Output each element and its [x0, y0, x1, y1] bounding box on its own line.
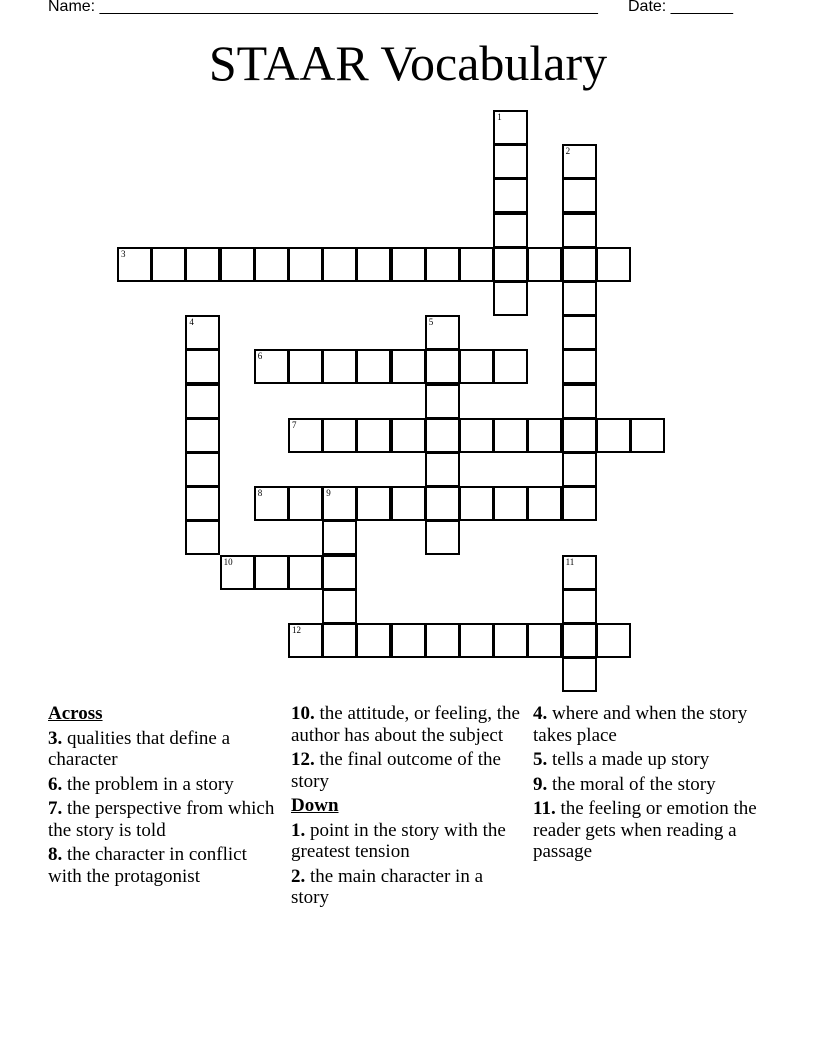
crossword-cell[interactable]	[322, 555, 357, 590]
crossword-cell[interactable]	[391, 247, 426, 282]
crossword-cell[interactable]	[391, 623, 426, 658]
crossword-cell[interactable]	[562, 452, 597, 487]
crossword-cell[interactable]	[596, 247, 631, 282]
crossword-cell[interactable]	[630, 418, 665, 453]
crossword-cell[interactable]	[425, 384, 460, 419]
crossword-cell[interactable]	[391, 486, 426, 521]
clue-number: 11	[565, 556, 575, 567]
clue-number: 12	[292, 625, 301, 635]
clue-column-1	[48, 703, 278, 890]
crossword-cell[interactable]	[527, 247, 562, 282]
clue-item: 10. the attitude, or feeling, the author has about the subject	[291, 703, 520, 746]
crossword-cell[interactable]	[356, 623, 391, 658]
crossword-cell[interactable]	[425, 452, 460, 487]
clue-number: 4	[189, 317, 194, 328]
crossword-cell[interactable]	[322, 486, 357, 521]
crossword-cell[interactable]	[459, 418, 494, 453]
clue-number: 3	[121, 248, 126, 259]
crossword-cell[interactable]	[288, 555, 323, 590]
crossword-cell[interactable]	[254, 349, 289, 384]
crossword-cell[interactable]	[425, 418, 460, 453]
across-heading: Across	[48, 703, 103, 724]
crossword-cell[interactable]	[425, 623, 460, 658]
crossword-cell[interactable]	[562, 589, 597, 624]
clue-item: 12. the final outcome of the story	[291, 749, 501, 792]
crossword-cell[interactable]	[562, 281, 597, 316]
crossword-cell[interactable]	[493, 178, 528, 213]
crossword-cell[interactable]	[185, 349, 220, 384]
clue-number: 5	[428, 317, 434, 328]
clue-item: 3. qualities that define a character	[48, 727, 231, 770]
crossword-cell[interactable]	[391, 418, 426, 453]
crossword-cell[interactable]	[117, 247, 152, 282]
crossword-cell[interactable]	[322, 520, 357, 555]
crossword-cell[interactable]	[151, 247, 186, 282]
crossword-cell[interactable]	[185, 384, 220, 419]
clue-item: 9. the moral of the story	[533, 773, 716, 795]
crossword-cell[interactable]	[562, 144, 597, 179]
crossword-cell[interactable]	[288, 623, 323, 658]
crossword-cell[interactable]	[562, 349, 597, 384]
crossword-cell[interactable]	[493, 247, 528, 282]
crossword-cell[interactable]	[356, 418, 391, 453]
crossword-cell[interactable]	[185, 452, 220, 487]
crossword-cell[interactable]	[288, 247, 323, 282]
clue-column-2	[291, 703, 521, 912]
clue-number: 2	[565, 146, 571, 157]
crossword-cell[interactable]	[185, 418, 220, 453]
crossword-cell[interactable]	[527, 623, 562, 658]
crossword-cell[interactable]	[493, 144, 528, 179]
crossword-cell[interactable]	[425, 247, 460, 282]
crossword-cell[interactable]	[459, 623, 494, 658]
crossword-cell[interactable]	[562, 555, 597, 590]
crossword-cell[interactable]	[527, 486, 562, 521]
page-title: STAAR Vocabulary	[208, 35, 608, 91]
crossword-cell[interactable]	[425, 486, 460, 521]
crossword-cell[interactable]	[459, 349, 494, 384]
crossword-cell[interactable]	[493, 349, 528, 384]
clue-item: 7. the perspective from which the story is told	[48, 798, 275, 841]
crossword-cell[interactable]	[288, 486, 323, 521]
crossword-cell[interactable]	[185, 247, 220, 282]
crossword-cell[interactable]	[459, 486, 494, 521]
clue-column-3	[533, 703, 763, 866]
crossword-cell[interactable]	[562, 486, 597, 521]
crossword-cell[interactable]	[185, 486, 220, 521]
down-heading: Down	[291, 795, 339, 816]
crossword-cell[interactable]	[562, 384, 597, 419]
crossword-cell[interactable]	[562, 247, 597, 282]
crossword-cell[interactable]	[562, 213, 597, 248]
crossword-cell[interactable]	[254, 555, 289, 590]
crossword-cell[interactable]	[220, 247, 255, 282]
clue-number: 8	[257, 488, 263, 499]
clue-number: 6	[257, 351, 263, 362]
crossword-cell[interactable]	[185, 520, 220, 555]
crossword-cell[interactable]	[322, 349, 357, 384]
crossword-cell[interactable]	[288, 349, 323, 384]
crossword-cell[interactable]	[562, 623, 597, 658]
crossword-cell[interactable]	[185, 315, 220, 350]
crossword-cell[interactable]	[562, 657, 597, 692]
clue-item: 1. point in the story with the greatest tension	[291, 819, 506, 862]
crossword-cell[interactable]	[459, 247, 494, 282]
clue-number: 10	[223, 556, 233, 567]
date-field[interactable]: Date: _______	[628, 0, 733, 15]
crossword-cell[interactable]	[493, 623, 528, 658]
crossword-cell[interactable]	[425, 349, 460, 384]
crossword-cell[interactable]	[562, 315, 597, 350]
crossword-cell[interactable]	[562, 418, 597, 453]
crossword-cell[interactable]	[493, 281, 528, 316]
clue-number: 7	[292, 419, 297, 430]
crossword-cell[interactable]	[220, 555, 255, 590]
crossword-cell[interactable]	[493, 418, 528, 453]
crossword-cell[interactable]	[493, 213, 528, 248]
crossword-cell[interactable]	[425, 315, 460, 350]
crossword-cell[interactable]	[254, 247, 289, 282]
crossword-cell[interactable]	[322, 418, 357, 453]
crossword-cell[interactable]	[254, 486, 289, 521]
crossword-cell[interactable]	[493, 486, 528, 521]
crossword-cell[interactable]	[356, 486, 391, 521]
crossword-cell[interactable]	[596, 623, 631, 658]
clue-number: 9	[326, 488, 331, 499]
clue-item: 2. the main character in a story	[291, 865, 484, 908]
clue-item: 4. where and when the story takes place	[533, 703, 748, 746]
clue-item: 8. the character in conflict with the protagonist	[48, 844, 247, 887]
crossword-cell[interactable]	[322, 589, 357, 624]
crossword-cell[interactable]	[288, 418, 323, 453]
clue-item: 6. the problem in a story	[48, 773, 234, 795]
crossword-cell[interactable]	[391, 349, 426, 384]
crossword-cell[interactable]	[527, 418, 562, 453]
crossword-cell[interactable]	[562, 178, 597, 213]
crossword-cell[interactable]	[322, 623, 357, 658]
crossword-cell[interactable]	[493, 110, 528, 145]
crossword-cell[interactable]	[356, 349, 391, 384]
crossword-cell[interactable]	[322, 247, 357, 282]
crossword-cell[interactable]	[425, 520, 460, 555]
crossword-cell[interactable]	[356, 247, 391, 282]
name-field[interactable]: Name: ________________________________________________________	[48, 0, 598, 15]
clue-item: 5. tells a made up story	[533, 749, 710, 770]
clue-item: 11. the feeling or emotion the reader gets when reading a passage	[533, 798, 757, 862]
crossword-cell[interactable]	[596, 418, 631, 453]
clue-number: 1	[497, 112, 502, 122]
